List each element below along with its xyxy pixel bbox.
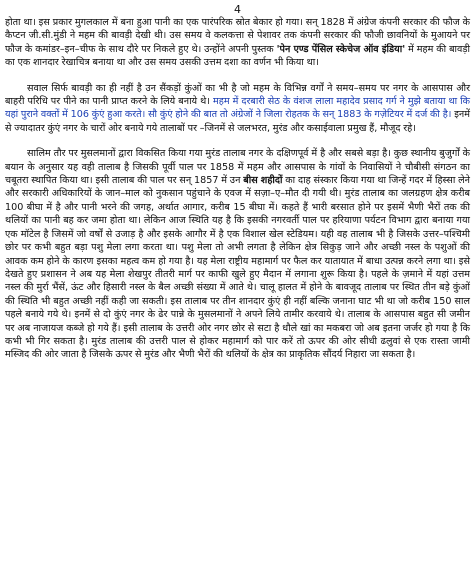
martyrs-emphasis: बीस शहीदों — [243, 175, 283, 187]
para2-text-1: सवाल सिर्फ बावड़ी का ही नहीं है उन सैंकड़ों कुंओं का भी है जो महम के विभिन्न वर्गों ने समय–समय पर नगर के आसपास और बाहरी परिधि पर पीने का पानी प्राप्त करने के लिये बनाये थे। — [5, 82, 470, 108]
paragraph-2 — [5, 82, 470, 136]
page-number: 4 — [234, 3, 241, 16]
paragraph-3 — [5, 147, 470, 362]
paragraph-1 — [5, 16, 470, 70]
book-title: 'पेन एण्ड पेंसिल स्केचेज ऑव इंडिया' — [276, 43, 406, 55]
para3-text-1: सालिम तौर पर मुसलमानों द्वारा विकसित किया गया मुरंड तालाब नगर के दक्षिणपूर्व में है और सबसे बड़ा है। कुछ स्थानीय बुजुर्गों के बयान के अनुसार यह वही तालाब है जिसकी पूर्वी पाल पर 1858 में महम और आसपास के गांवों के निवासियों ने चौबीसी संगठन का चबूतरा स्थापित किया था। इसी तालाब की पाल पर सन् 1857 में उन — [5, 148, 470, 187]
para3-text-2: का दाह संस्कार किया गया था जिन्हें गदर में हिस्सा लेने और सरकारी अधिकारियों के जान–माल को नुकसान पहुंचाने के एवज में सज़ा–ए–मौत दी गयी थी। मुरंड तालाब का जलग्रहण क्षेत्र करीब 100 बीघा में है और पानी भरने की जगह, अर्थात आगार, करीब 15 बीघा में। कहते हैं भारी बरसात होने पर इसमें भैणी भैरों तक की थलियों का पानी बह कर जमा होता था। लेकिन आज स्थिति यह है कि इसकी नगरवर्ती पाल पर हरियाणा पर्यटन विभाग द्वारा बनाया गया एक मॉटेल है जिसमें जो वर्षों से उजाड़ है और इसके आगौर में है एक विशाल खेल स्टेडियम। यही वह तालाब भी है जिसके उत्तर–पश्चिमी छोर पर कभी बहुत बड़ा पशु मेला लगा करता था। पशु मेला तो अभी लगता है लेकिन क्षेत्र सिकुड़ जाने और अच्छी नस्ल के पशुओं की आवक कम होने के कारण इसका महत्व कम हो गया है। यह मेला राष्ट्रीय महामार्ग पर फैल कर यातायात में बाधा उत्पन्न करने लगा था। इसे देखते हुए प्रशासन ने अब यह मेला शेखपुर तीतरी मार्ग पर काफी खुले हुए मैदान में लगाना शुरू किया है। पहले के ज़माने में यहां उत्तम नस्ल की मुर्रा भैंसें, ऊंट और हिसारी नस्ल के बैल अच्छी संख्या में आते थे। चालू हालत में होने के बावजूद तालाब पर स्थित तीन बड़े कुंओं की स्थिति भी बहुत अच्छी नहीं कही जा सकती। इस तालाब पर तीन शानदार कुंएं ही नहीं बल्कि जनाना घाट भी था जो करीब 150 साल पहले बनाये गये थे। इनमें से दो कुंएं नगर के ढेर पान्ने के मुसलमानों ने अपने लिये तामीर करवाये थे। तालाब के आसपास बहुत सी जमीन पर अब नाजायज कब्जे हो गये हैं। इसी तालाब के उत्तरी ओर नगर छोर से सटा है धौले खां का मकबरा जो अब इतना जर्जर हो गया है कि कभी भी गिर सकता है। मुरंड तालाब की उत्तरी पाल से होकर महामार्ग को पार करें तो ऊपर की ओर सीधी ढलुवां से एक रास्ता जामी मस्जिद की ओर जाता है जिसके ऊपर से मुरंड और भैणी भैरों की थलियों के क्षेत्र का प्राकृतिक सौंदर्य निहारा जा सकता है। — [5, 175, 470, 361]
para1-text-1: होता था। इस प्रकार मुगलकाल में बना हुआ पानी का एक पारंपरिक स्रोत बेकार हो गया। सन् 1828 में अंग्रेज कंपनी सरकार की फौज के कैप्टन जी.सी.मुंडी ने महम की बावड़ी देखी थी। उस समय वे कलकत्ता से पेशावर तक कंपनी सरकार की फौजी छावनियों के मुआयने पर फौज के कमांडर–इन–चीफ के साथ दौरे पर निकले हुए थे। उन्होंने अपनी पुस्तक — [5, 17, 470, 55]
para1-text-2: में महम की बावड़ी का एक शानदार रेखाचित्र बनाया था और उस समय उसकी उत्तम दशा का वर्णन भी किया था। — [5, 43, 470, 69]
highlighted-quote: महम में दरबारी सेठ के वंशज लाला महादेव प्रसाद गर्ग ने मुझे बताया था कि यहां पुराने वक्तों में 106 कुंएं हुआ करते। सौ कुंएं होने की बात तो अंग्रेजों ने जिला रोहतक के सन् 1883 के गज़ेटियर में दर्ज की है। — [5, 96, 470, 121]
para2-text-2: इनमें से ज्यादातर कुंएं नगर के चारों ओर बनाये गये तालाबों पर –जिनमें से जलभरत, मुरंड और कसाईवाला प्रमुख हैं, मौजूद रहे। — [5, 109, 470, 134]
